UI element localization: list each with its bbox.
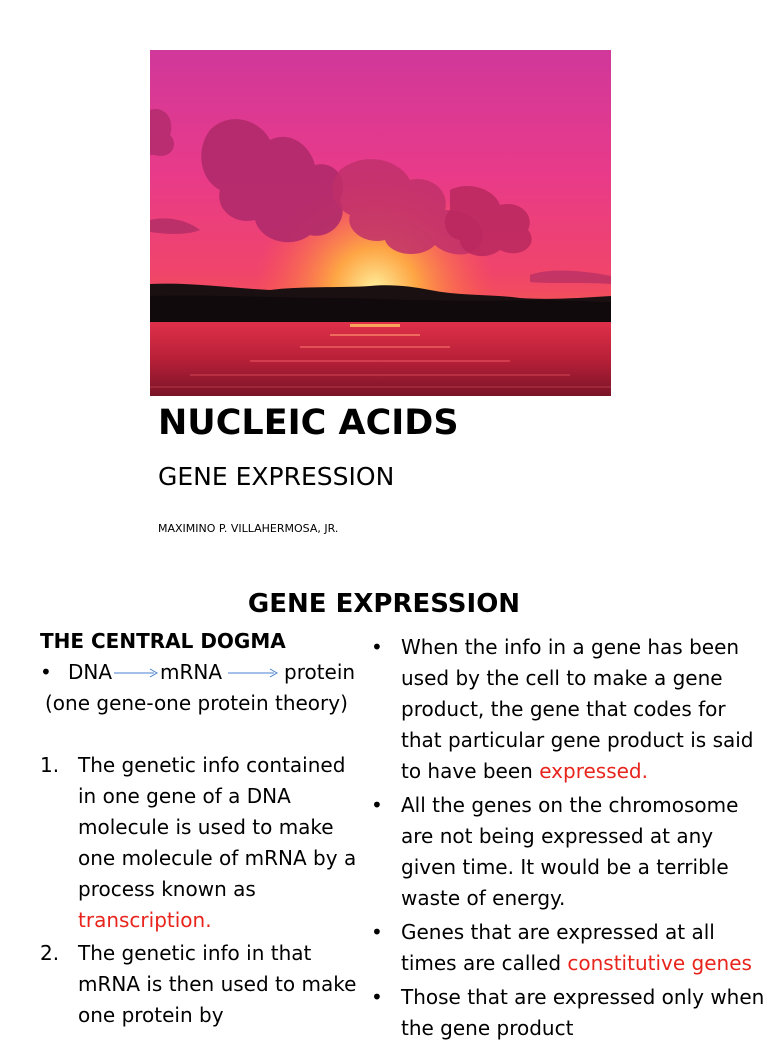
spacer: [40, 719, 365, 750]
arrow-right-icon: [114, 667, 158, 679]
central-dogma-heading: THE CENTRAL DOGMA: [40, 629, 286, 653]
bullet-text: Genes that are expressed at all times are called: [401, 920, 715, 975]
slide-subtitle: GENE EXPRESSION: [158, 462, 395, 491]
mrna-label: mRNA: [160, 660, 223, 684]
protein-label: protein: [284, 660, 356, 684]
bullet-text: Those that are expressed only when the gene product: [401, 985, 765, 1040]
bullet-highlight: constitutive genes: [567, 951, 752, 975]
step-number: 2.: [40, 941, 60, 965]
slide-title: NUCLEIC ACIDS: [158, 403, 459, 443]
bullet-icon: •: [371, 635, 383, 659]
dna-label: DNA: [68, 660, 113, 684]
author-name: MAXIMINO P. VILLAHERMOSA, JR.: [158, 522, 339, 535]
list-item: [370, 917, 768, 979]
list-item: [370, 790, 768, 914]
section-title: GENE EXPRESSION: [247, 589, 521, 619]
left-column: [40, 626, 365, 1031]
bullet-icon: •: [371, 985, 383, 1009]
step-text: The genetic info in that mRNA is then used to make one protein by: [78, 941, 357, 1027]
bullet-list: [370, 632, 768, 1044]
list-item: [370, 632, 768, 787]
bullet-icon: •: [371, 793, 383, 817]
step-text: The genetic info contained in one gene of a DNA molecule is used to make one molecule of mRNA by a process known as: [78, 753, 357, 901]
list-item: [40, 938, 365, 1031]
bullet-icon: •: [40, 660, 52, 684]
theory-text: (one gene-one protein theory): [45, 691, 348, 715]
step-highlight: transcription.: [78, 908, 212, 932]
step-number: 1.: [40, 753, 60, 777]
bullet-highlight: expressed.: [539, 759, 648, 783]
sunset-photo: [150, 50, 611, 396]
bullet-icon: •: [371, 920, 383, 944]
bullet-text: All the genes on the chromosome are not being expressed at any given time. It would be a terrible waste of energy.: [401, 793, 739, 910]
steps-list: [40, 750, 365, 1031]
list-item: [370, 982, 768, 1044]
sunset-image: [150, 50, 611, 396]
right-column: [370, 632, 768, 1047]
bullet-text: When the info in a gene has been used by the cell to make a gene product, the gene that codes for that particular gene product is said to have been: [401, 635, 754, 783]
list-item: [40, 750, 365, 936]
arrow-right-icon: [228, 667, 278, 679]
central-dogma-flow: [40, 657, 365, 688]
